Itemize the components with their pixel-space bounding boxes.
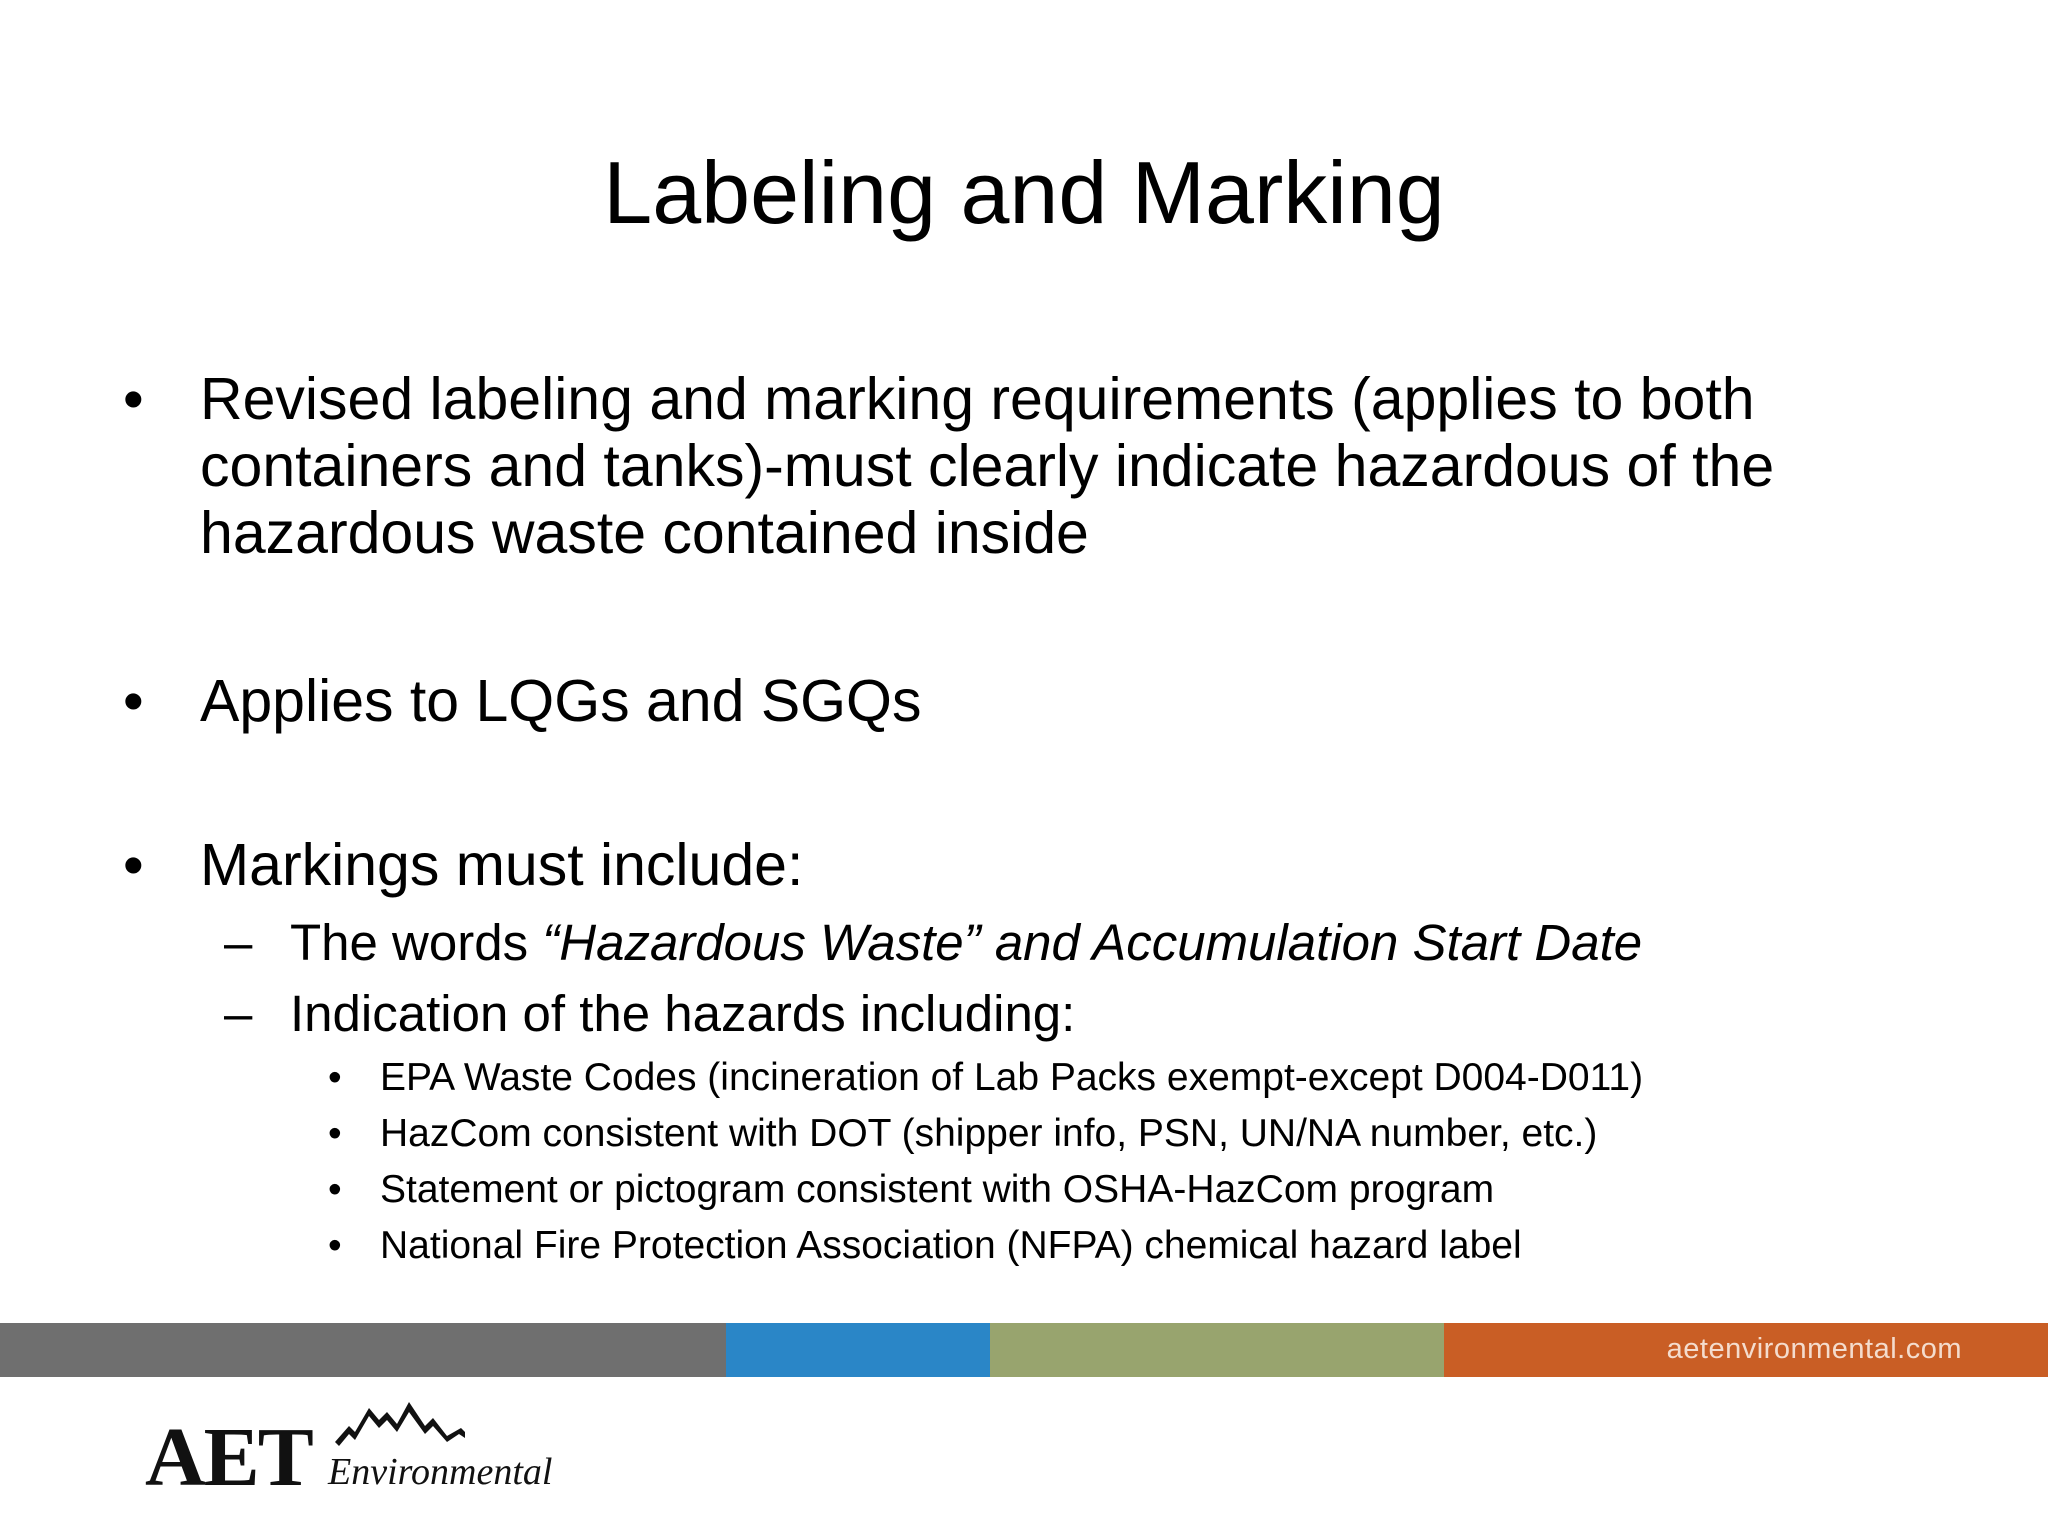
sub-bullet-text-italic: “Hazardous Waste” and Accumulation Start Date bbox=[542, 914, 1643, 971]
logo-aet-text: AET bbox=[145, 1411, 312, 1504]
dash-marker: – bbox=[224, 985, 253, 1042]
dash-marker: – bbox=[224, 914, 253, 971]
sub-sub-bullet-text: EPA Waste Codes (incineration of Lab Packs exempt-except D004-D011) bbox=[380, 1056, 1644, 1099]
sub-sub-bullet-epa-codes bbox=[328, 1053, 1980, 1103]
sub-bullet-text: Indication of the hazards including: bbox=[290, 985, 1076, 1042]
bullet-text: Markings must include: bbox=[200, 832, 804, 898]
mountains-icon bbox=[335, 1398, 465, 1450]
sub-sub-bullet-text: Statement or pictogram consistent with OSHA-HazCom program bbox=[380, 1168, 1495, 1211]
bullet-marker: • bbox=[123, 832, 144, 898]
footer-bar-blue bbox=[726, 1323, 990, 1377]
bullet-item-applies-to bbox=[123, 668, 1920, 735]
footer-website-url: aetenvironmental.com bbox=[1666, 1333, 1962, 1365]
bullet-item-markings bbox=[123, 832, 1920, 899]
bullet-marker: • bbox=[328, 1168, 342, 1211]
sub-sub-bullet-osha-statement bbox=[328, 1165, 1980, 1215]
bullet-marker: • bbox=[123, 366, 144, 432]
bullet-text: Applies to LQGs and SGQs bbox=[200, 668, 922, 734]
sub-bullet-indication-of-hazards bbox=[224, 983, 1920, 1045]
sub-sub-bullet-text: National Fire Protection Association (NFPA) chemical hazard label bbox=[380, 1224, 1522, 1267]
footer-bar-gray bbox=[0, 1323, 726, 1377]
bullet-marker: • bbox=[328, 1112, 342, 1155]
slide-title: Labeling and Marking bbox=[603, 143, 1445, 242]
footer-bar-orange bbox=[1444, 1323, 2048, 1377]
sub-sub-bullet-text: HazCom consistent with DOT (shipper info, PSN, UN/NA number, etc.) bbox=[380, 1112, 1598, 1155]
sub-sub-bullet-nfpa-label bbox=[328, 1221, 1980, 1271]
bullet-item-revised-labeling bbox=[123, 366, 1920, 567]
bullet-text: Revised labeling and marking requirements (applies to both containers and tanks)-must clearly indicate hazardous of the hazardous waste contained inside bbox=[200, 366, 1775, 566]
bullet-marker: • bbox=[328, 1056, 342, 1099]
aet-environmental-logo bbox=[145, 1398, 565, 1504]
footer-bar-olive bbox=[990, 1323, 1444, 1377]
bullet-marker: • bbox=[328, 1224, 342, 1267]
logo-environmental-text: Environmental bbox=[328, 1451, 553, 1493]
bullet-marker: • bbox=[123, 668, 144, 734]
sub-bullet-hazardous-waste-words bbox=[224, 912, 1920, 974]
sub-sub-bullet-hazcom-dot bbox=[328, 1109, 1980, 1159]
footer-color-bar bbox=[0, 1323, 2048, 1377]
sub-bullet-text-prefix: The words bbox=[290, 914, 543, 971]
